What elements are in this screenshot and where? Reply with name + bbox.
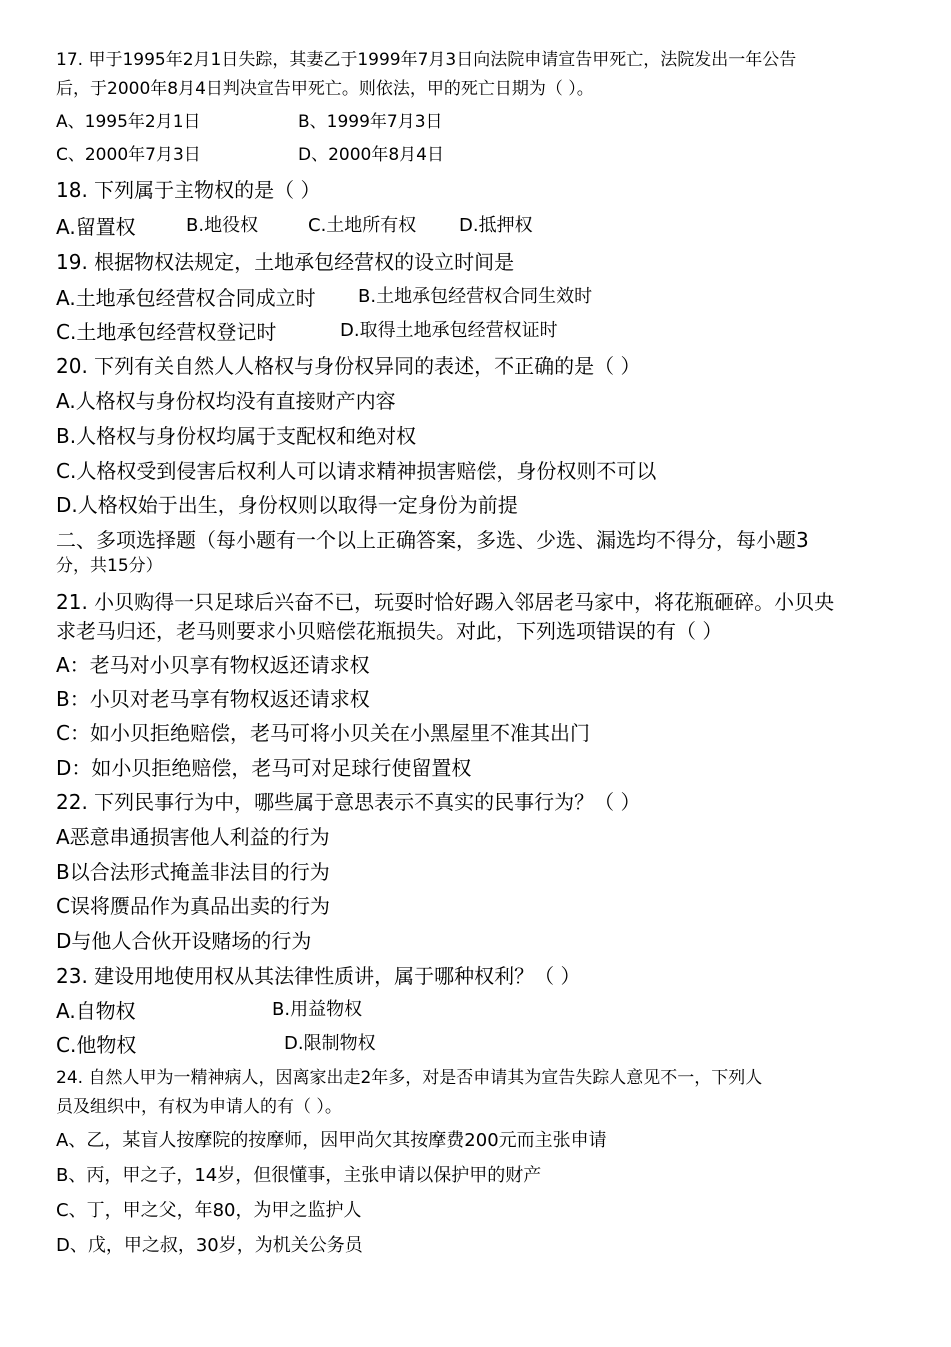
q19-option-d: D.取得土地承包经营权证时 (340, 320, 558, 341)
q19-stem: 19. 根据物权法规定，土地承包经营权的设立时间是 (56, 250, 515, 274)
q21-option-c: C：如小贝拒绝赔偿，老马可将小贝关在小黑屋里不准其出门 (56, 721, 590, 745)
q17-option-d: D、2000年8月4日 (298, 145, 444, 165)
q22-stem: 22. 下列民事行为中，哪些属于意思表示不真实的民事行为？（ ） (56, 790, 641, 814)
q22-option-d: D与他人合伙开设赌场的行为 (56, 929, 312, 953)
q23-option-d: D.限制物权 (284, 1033, 376, 1054)
q18-option-c: C.土地所有权 (308, 215, 417, 236)
q24-option-b: B、丙，甲之子，14岁，但很懂事，主张申请以保护甲的财产 (56, 1165, 542, 1186)
q21-stem-line-2: 求老马归还，老马则要求小贝赔偿花瓶损失。对此，下列选项错误的有（ ） (56, 619, 723, 643)
q18-option-a: A.留置权 (56, 215, 136, 239)
q20-option-b: B.人格权与身份权均属于支配权和绝对权 (56, 424, 417, 448)
q19-option-b: B.土地承包经营权合同生效时 (358, 286, 593, 307)
q24-stem-line-1: 24. 自然人甲为一精神病人，因离家出走2年多，对是否申请其为宣告失踪人意见不一，下列人 (56, 1068, 763, 1088)
q20-stem: 20. 下列有关自然人人格权与身份权异同的表述，不正确的是（ ） (56, 354, 641, 378)
q17-option-a: A、1995年2月1日 (56, 112, 201, 132)
q23-option-b: B.用益物权 (272, 999, 363, 1020)
q22-option-b: B以合法形式掩盖非法目的行为 (56, 860, 330, 884)
section-2-heading-line-2: 分，共15分） (56, 556, 163, 576)
q24-option-d: D、戊，甲之叔，30岁，为机关公务员 (56, 1235, 363, 1256)
q17-option-b: B、1999年7月3日 (298, 112, 443, 132)
q18-option-d: D.抵押权 (459, 215, 533, 236)
q20-option-c: C.人格权受到侵害后权利人可以请求精神损害赔偿，身份权则不可以 (56, 459, 657, 483)
q21-option-b: B：小贝对老马享有物权返还请求权 (56, 687, 370, 711)
q20-option-a: A.人格权与身份权均没有直接财产内容 (56, 389, 396, 413)
q17-stem-line-1: 17. 甲于1995年2月1日失踪，其妻乙于1999年7月3日向法院申请宣告甲死亡，法院发出一年公告 (56, 50, 797, 70)
q17-stem-line-2: 后，于2000年8月4日判决宣告甲死亡。则依法，甲的死亡日期为（ ）。 (56, 79, 594, 99)
q21-option-a: A：老马对小贝享有物权返还请求权 (56, 653, 370, 677)
q22-option-c: C误将赝品作为真品出卖的行为 (56, 894, 330, 918)
q19-option-a: A.土地承包经营权合同成立时 (56, 286, 316, 310)
section-2-heading-line-1: 二、多项选择题（每小题有一个以上正确答案，多选、少选、漏选均不得分，每小题3 (56, 528, 809, 552)
q23-option-a: A.自物权 (56, 999, 136, 1023)
q18-stem: 18. 下列属于主物权的是（ ） (56, 178, 321, 202)
q21-option-d: D：如小贝拒绝赔偿，老马可对足球行使留置权 (56, 756, 472, 780)
q19-option-c: C.土地承包经营权登记时 (56, 320, 277, 344)
q20-option-d: D.人格权始于出生，身份权则以取得一定身份为前提 (56, 493, 518, 517)
q21-stem-line-1: 21. 小贝购得一只足球后兴奋不已，玩耍时恰好踢入邻居老马家中，将花瓶砸碎。小贝央 (56, 590, 835, 614)
q23-stem: 23. 建设用地使用权从其法律性质讲，属于哪种权利？（ ） (56, 964, 581, 988)
q18-option-b: B.地役权 (186, 215, 259, 236)
q22-option-a: A恶意串通损害他人利益的行为 (56, 825, 330, 849)
q23-option-c: C.他物权 (56, 1033, 137, 1057)
q24-option-a: A、乙，某盲人按摩院的按摩师，因甲尚欠其按摩费200元而主张申请 (56, 1130, 607, 1151)
q24-stem-line-2: 员及组织中，有权为申请人的有（ ）。 (56, 1097, 342, 1117)
q24-option-c: C、丁，甲之父，年80，为甲之监护人 (56, 1200, 362, 1221)
q17-option-c: C、2000年7月3日 (56, 145, 201, 165)
